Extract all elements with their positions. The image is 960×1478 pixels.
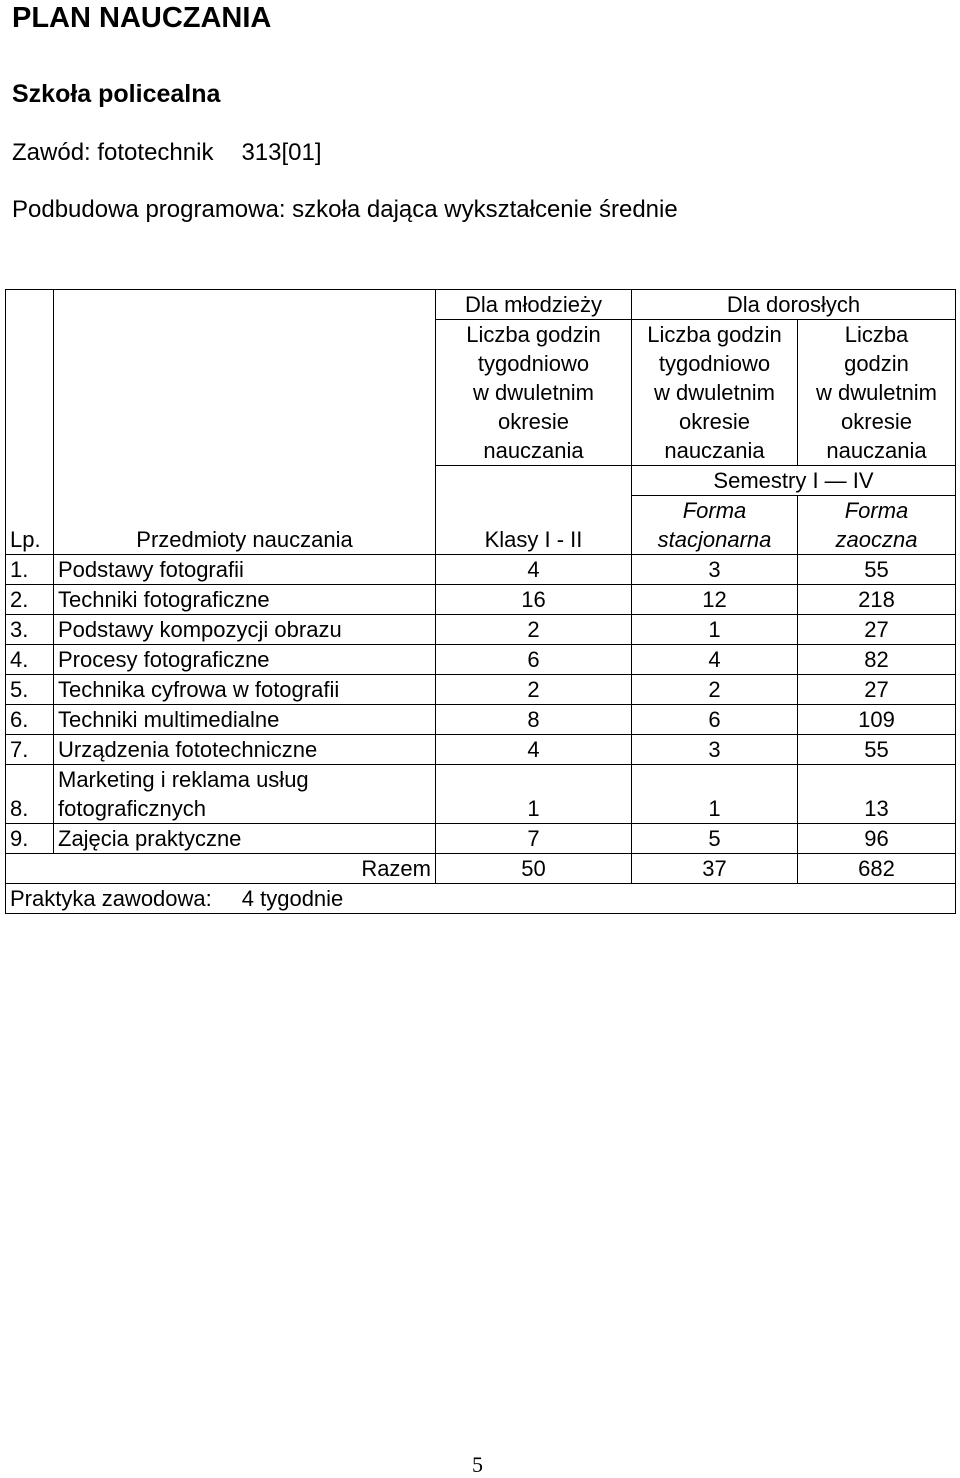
row-zaoczna-hours: 55	[798, 555, 956, 585]
header-forma-stacjonarna: Forma stacjonarna	[632, 496, 798, 555]
header-adult-group: Dla dorosłych	[632, 290, 956, 320]
row-stacjonarna-hours: 12	[632, 585, 798, 615]
row-lp: 2.	[6, 585, 54, 615]
row-lp: 5.	[6, 675, 54, 705]
header-klasy: Klasy I - II	[436, 466, 632, 555]
row-youth-hours: 8	[436, 705, 632, 735]
row-zaoczna-hours: 13	[798, 765, 956, 824]
row-youth-hours: 4	[436, 555, 632, 585]
header-lp: Lp.	[6, 290, 54, 555]
total-row	[6, 854, 956, 884]
table-row	[6, 555, 956, 585]
table-row	[6, 705, 956, 735]
praktyka-cell	[6, 884, 956, 914]
program-basis: Podbudowa programowa: szkoła dająca wykształcenie średnie	[12, 196, 678, 223]
row-zaoczna-hours: 109	[798, 705, 956, 735]
table-row	[6, 675, 956, 705]
curriculum-table	[5, 289, 956, 914]
row-zaoczna-hours: 27	[798, 675, 956, 705]
total-stacjonarna-hours: 37	[632, 854, 798, 884]
row-lp: 9.	[6, 824, 54, 854]
header-semestry: Semestry I — IV	[632, 466, 956, 496]
row-zaoczna-hours: 27	[798, 615, 956, 645]
row-youth-hours: 4	[436, 735, 632, 765]
row-lp: 1.	[6, 555, 54, 585]
row-lp: 7.	[6, 735, 54, 765]
profession-code: 313[01]	[241, 139, 322, 166]
profession-label: Zawód: fototechnik	[12, 139, 214, 166]
row-zaoczna-hours: 218	[798, 585, 956, 615]
table-row	[6, 735, 956, 765]
table-row	[6, 645, 956, 675]
row-stacjonarna-hours: 3	[632, 735, 798, 765]
row-subject: Techniki fotograficzne	[54, 585, 436, 615]
page-number: 5	[472, 1452, 483, 1477]
row-zaoczna-hours: 96	[798, 824, 956, 854]
row-zaoczna-hours: 82	[798, 645, 956, 675]
row-subject: Technika cyfrowa w fotografii	[54, 675, 436, 705]
row-subject: Urządzenia fototechniczne	[54, 735, 436, 765]
praktyka-row	[6, 884, 956, 914]
row-subject: Techniki multimedialne	[54, 705, 436, 735]
row-stacjonarna-hours: 4	[632, 645, 798, 675]
row-youth-hours: 7	[436, 824, 632, 854]
row-zaoczna-hours: 55	[798, 735, 956, 765]
header-adult-total-hours: Liczba godzin w dwuletnim okresie nauczania	[798, 320, 956, 466]
table-row	[6, 585, 956, 615]
row-subject: Zajęcia praktyczne	[54, 824, 436, 854]
row-stacjonarna-hours: 1	[632, 615, 798, 645]
header-subjects: Przedmioty nauczania	[54, 290, 436, 555]
total-label: Razem	[6, 854, 436, 884]
row-youth-hours: 2	[436, 675, 632, 705]
row-stacjonarna-hours: 6	[632, 705, 798, 735]
header-adult-weekly-hours: Liczba godzin tygodniowo w dwuletnim okresie nauczania	[632, 320, 798, 466]
table-row	[6, 824, 956, 854]
table-row	[6, 615, 956, 645]
row-youth-hours: 2	[436, 615, 632, 645]
total-youth-hours: 50	[436, 854, 632, 884]
school-type: Szkoła policealna	[12, 80, 221, 108]
row-stacjonarna-hours: 5	[632, 824, 798, 854]
praktyka-value: 4 tygodnie	[241, 886, 344, 911]
page-title: PLAN NAUCZANIA	[12, 2, 272, 34]
row-subject: Podstawy kompozycji obrazu	[54, 615, 436, 645]
row-stacjonarna-hours: 1	[632, 765, 798, 824]
row-youth-hours: 16	[436, 585, 632, 615]
profession-line	[12, 139, 322, 167]
row-lp: 4.	[6, 645, 54, 675]
total-zaoczna-hours: 682	[798, 854, 956, 884]
row-stacjonarna-hours: 2	[632, 675, 798, 705]
header-forma-zaoczna: Forma zaoczna	[798, 496, 956, 555]
row-lp: 6.	[6, 705, 54, 735]
header-youth-hours: Liczba godzin tygodniowo w dwuletnim okresie nauczania	[436, 320, 632, 466]
row-lp: 8.	[6, 765, 54, 824]
table-row	[6, 765, 956, 824]
header-row-groups	[6, 290, 956, 320]
row-subject: Podstawy fotografii	[54, 555, 436, 585]
header-youth-group: Dla młodzieży	[436, 290, 632, 320]
row-stacjonarna-hours: 3	[632, 555, 798, 585]
praktyka-label: Praktyka zawodowa:	[10, 886, 212, 911]
row-subject: Procesy fotograficzne	[54, 645, 436, 675]
row-subject: Marketing i reklama usług fotograficznych	[54, 765, 436, 824]
row-lp: 3.	[6, 615, 54, 645]
row-youth-hours: 6	[436, 645, 632, 675]
row-youth-hours: 1	[436, 765, 632, 824]
